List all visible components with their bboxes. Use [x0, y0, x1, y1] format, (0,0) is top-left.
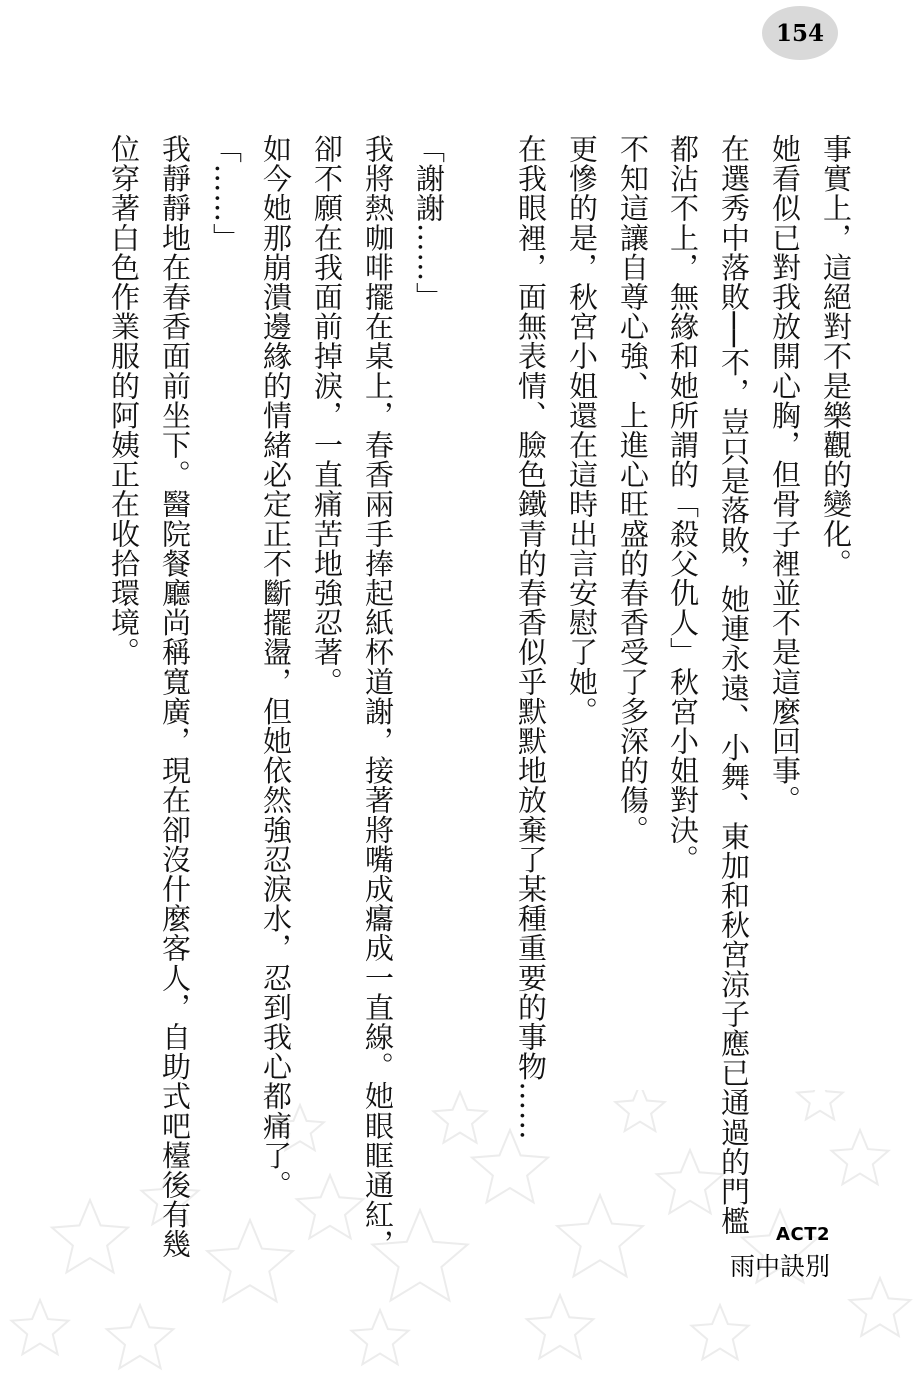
text-column-12: 如今她那崩潰邊緣的情緒必定正不斷擺盪，但她依然強忍淚水，忍到我心都痛了。 [259, 134, 293, 1200]
text-column-13: 「……」 [209, 134, 243, 253]
star-shape [12, 1300, 69, 1354]
star-shape [692, 1305, 749, 1359]
text-column-5: 不知這讓自尊心強、上進心旺盛的春香受了多深的傷。 [616, 134, 650, 845]
star-shape [207, 1220, 293, 1301]
text-column-9: 「謝謝……」 [412, 134, 446, 312]
chapter-heading [730, 1224, 830, 1283]
text-column-14: 我靜靜地在春香面前坐下。醫院餐廳尚稱寬廣，現在卻沒什麼客人，自助式吧檯後有幾 [158, 134, 192, 1259]
star-shape [107, 1305, 174, 1368]
text-column-15: 位穿著白色作業服的阿姨正在收拾環境。 [107, 134, 141, 667]
text-column-11: 卻不願在我面前掉淚，一直痛苦地強忍著。 [310, 134, 344, 697]
page-number: 154 [775, 19, 824, 47]
text-column-3: 在選秀中落敗──不，豈只是落敗，她連永遠、小舞、東加和秋宮涼子應已通過的門檻 [717, 134, 751, 1236]
text-column-7: 在我眼裡，面無表情、臉色鐵青的春香似乎默默地放棄了某種重要的事物…… [514, 134, 548, 1141]
chapter-title: 雨中訣別 [729, 1252, 830, 1281]
text-column-6: 更慘的是，秋宮小姐還在這時出言安慰了她。 [565, 134, 599, 726]
text-column-10: 我將熱咖啡擺在桌上，春香兩手捧起紙杯道謝，接著將嘴成癟成一直線。她眼眶通紅， [361, 134, 395, 1259]
text-column-2: 她看似已對我放開心胸，但骨子裡並不是這麼回事。 [768, 134, 802, 815]
star-shape [527, 1295, 594, 1358]
text-column-1: 事實上，這絕對不是樂觀的變化。 [819, 134, 853, 578]
star-shape [52, 1200, 128, 1272]
text-column-4: 都沾不上，無緣和她所謂的「殺父仇人」秋宮小姐對決。 [666, 134, 700, 874]
star-shape [850, 1278, 911, 1336]
act-label: ACT2 [776, 1224, 830, 1245]
star-shape [352, 1310, 409, 1364]
page-number-badge [762, 6, 838, 60]
